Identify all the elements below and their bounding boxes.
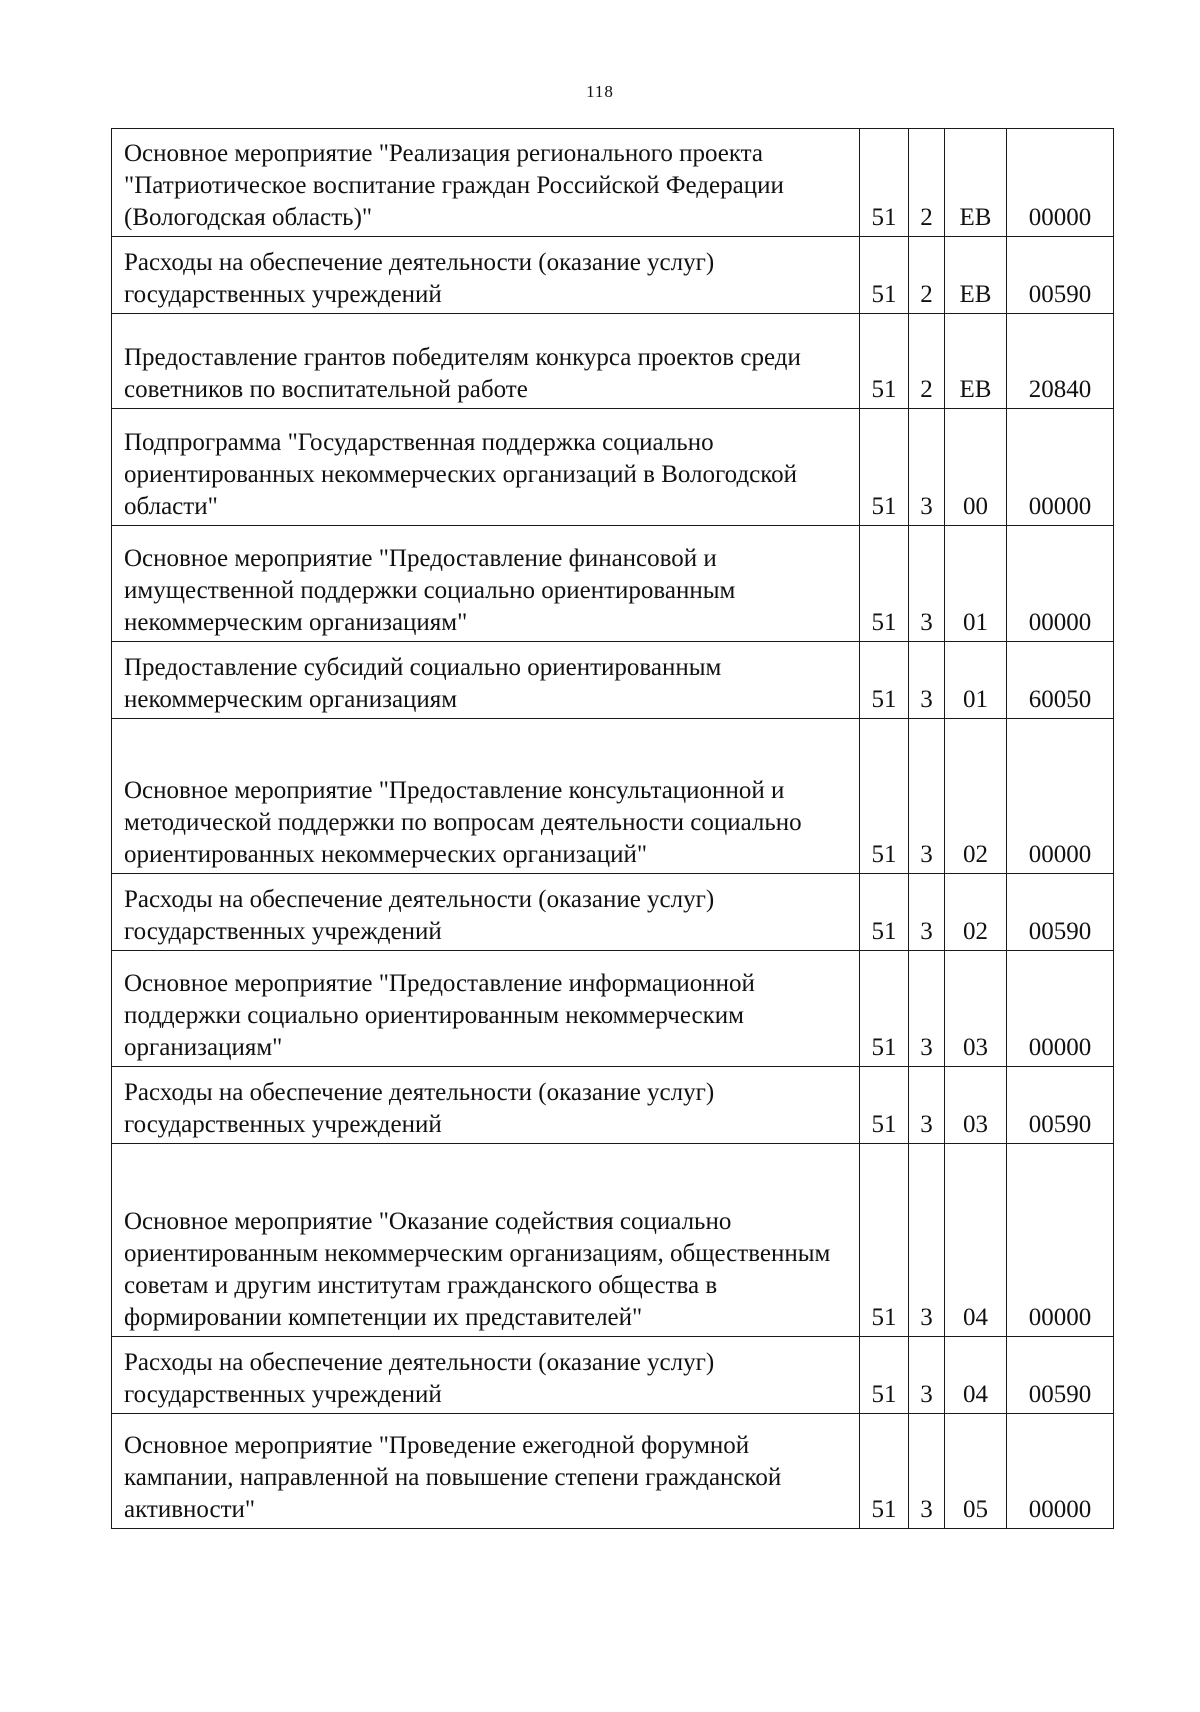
code-program: 51 xyxy=(860,1144,909,1337)
code-program: 51 xyxy=(860,642,909,719)
code-direction: 00000 xyxy=(1007,951,1114,1067)
code-program: 51 xyxy=(860,314,909,409)
row-description: Расходы на обеспечение деятельности (оказание услуг) государственных учреждений xyxy=(112,874,860,951)
code-subprogram: 3 xyxy=(909,642,945,719)
code-subprogram: 3 xyxy=(909,874,945,951)
table-row xyxy=(112,719,1114,874)
code-subprogram: 3 xyxy=(909,1067,945,1144)
code-event: 04 xyxy=(945,1337,1007,1414)
table-row xyxy=(112,129,1114,237)
code-program: 51 xyxy=(860,526,909,642)
budget-classification-table xyxy=(111,128,1114,1529)
code-event: 01 xyxy=(945,526,1007,642)
code-event: ЕВ xyxy=(945,237,1007,314)
code-direction: 00590 xyxy=(1007,1067,1114,1144)
code-program: 51 xyxy=(860,1067,909,1144)
code-direction: 00590 xyxy=(1007,874,1114,951)
code-subprogram: 2 xyxy=(909,129,945,237)
code-program: 51 xyxy=(860,1337,909,1414)
code-event: 02 xyxy=(945,874,1007,951)
code-subprogram: 2 xyxy=(909,314,945,409)
code-direction: 00000 xyxy=(1007,1414,1114,1529)
code-direction: 00000 xyxy=(1007,526,1114,642)
row-description: Основное мероприятие "Предоставление финансовой и имущественной поддержки социально ориентированным некоммерческим организациям" xyxy=(112,526,860,642)
table-row xyxy=(112,1144,1114,1337)
row-description: Основное мероприятие "Оказание содействия социально ориентированным некоммерческим организациям, общественным советам и другим институтам гражданского общества в формировании компетенции их представителей" xyxy=(112,1144,860,1337)
code-program: 51 xyxy=(860,237,909,314)
code-subprogram: 3 xyxy=(909,526,945,642)
code-direction: 20840 xyxy=(1007,314,1114,409)
code-event: 03 xyxy=(945,1067,1007,1144)
code-event: 05 xyxy=(945,1414,1007,1529)
code-subprogram: 3 xyxy=(909,719,945,874)
code-event: 03 xyxy=(945,951,1007,1067)
code-program: 51 xyxy=(860,129,909,237)
code-direction: 00000 xyxy=(1007,409,1114,526)
table-row xyxy=(112,951,1114,1067)
row-description: Основное мероприятие "Предоставление информационной поддержки социально ориентированным некоммерческим организациям" xyxy=(112,951,860,1067)
row-description: Основное мероприятие "Предоставление консультационной и методической поддержки по вопросам деятельности социально ориентированных некоммерческих организаций" xyxy=(112,719,860,874)
code-program: 51 xyxy=(860,1414,909,1529)
row-description: Предоставление субсидий социально ориентированным некоммерческим организациям xyxy=(112,642,860,719)
code-subprogram: 3 xyxy=(909,1144,945,1337)
table-row xyxy=(112,1414,1114,1529)
table-row xyxy=(112,874,1114,951)
code-direction: 00590 xyxy=(1007,1337,1114,1414)
table-row xyxy=(112,314,1114,409)
code-program: 51 xyxy=(860,719,909,874)
code-event: ЕВ xyxy=(945,314,1007,409)
table-row xyxy=(112,1067,1114,1144)
row-description: Расходы на обеспечение деятельности (оказание услуг) государственных учреждений xyxy=(112,1337,860,1414)
code-subprogram: 3 xyxy=(909,1414,945,1529)
code-event: 02 xyxy=(945,719,1007,874)
code-event: 01 xyxy=(945,642,1007,719)
code-direction: 60050 xyxy=(1007,642,1114,719)
code-event: 04 xyxy=(945,1144,1007,1337)
code-program: 51 xyxy=(860,874,909,951)
code-event: 00 xyxy=(945,409,1007,526)
table-row xyxy=(112,409,1114,526)
code-program: 51 xyxy=(860,409,909,526)
code-direction: 00000 xyxy=(1007,1144,1114,1337)
row-description: Основное мероприятие "Проведение ежегодной форумной кампании, направленной на повышение степени гражданской активности" xyxy=(112,1414,860,1529)
row-description: Расходы на обеспечение деятельности (оказание услуг) государственных учреждений xyxy=(112,1067,860,1144)
code-program: 51 xyxy=(860,951,909,1067)
row-description: Предоставление грантов победителям конкурса проектов среди советников по воспитательной работе xyxy=(112,314,860,409)
row-description: Расходы на обеспечение деятельности (оказание услуг) государственных учреждений xyxy=(112,237,860,314)
code-direction: 00590 xyxy=(1007,237,1114,314)
table-row xyxy=(112,237,1114,314)
code-subprogram: 3 xyxy=(909,1337,945,1414)
row-description: Подпрограмма "Государственная поддержка социально ориентированных некоммерческих организаций в Вологодской области" xyxy=(112,409,860,526)
table-row xyxy=(112,526,1114,642)
code-subprogram: 2 xyxy=(909,237,945,314)
code-event: ЕВ xyxy=(945,129,1007,237)
row-description: Основное мероприятие "Реализация регионального проекта "Патриотическое воспитание граждан Российской Федерации (Вологодская область)" xyxy=(112,129,860,237)
code-direction: 00000 xyxy=(1007,129,1114,237)
code-subprogram: 3 xyxy=(909,951,945,1067)
code-direction: 00000 xyxy=(1007,719,1114,874)
table-row xyxy=(112,642,1114,719)
code-subprogram: 3 xyxy=(909,409,945,526)
page-number: 118 xyxy=(586,82,614,101)
table-row xyxy=(112,1337,1114,1414)
